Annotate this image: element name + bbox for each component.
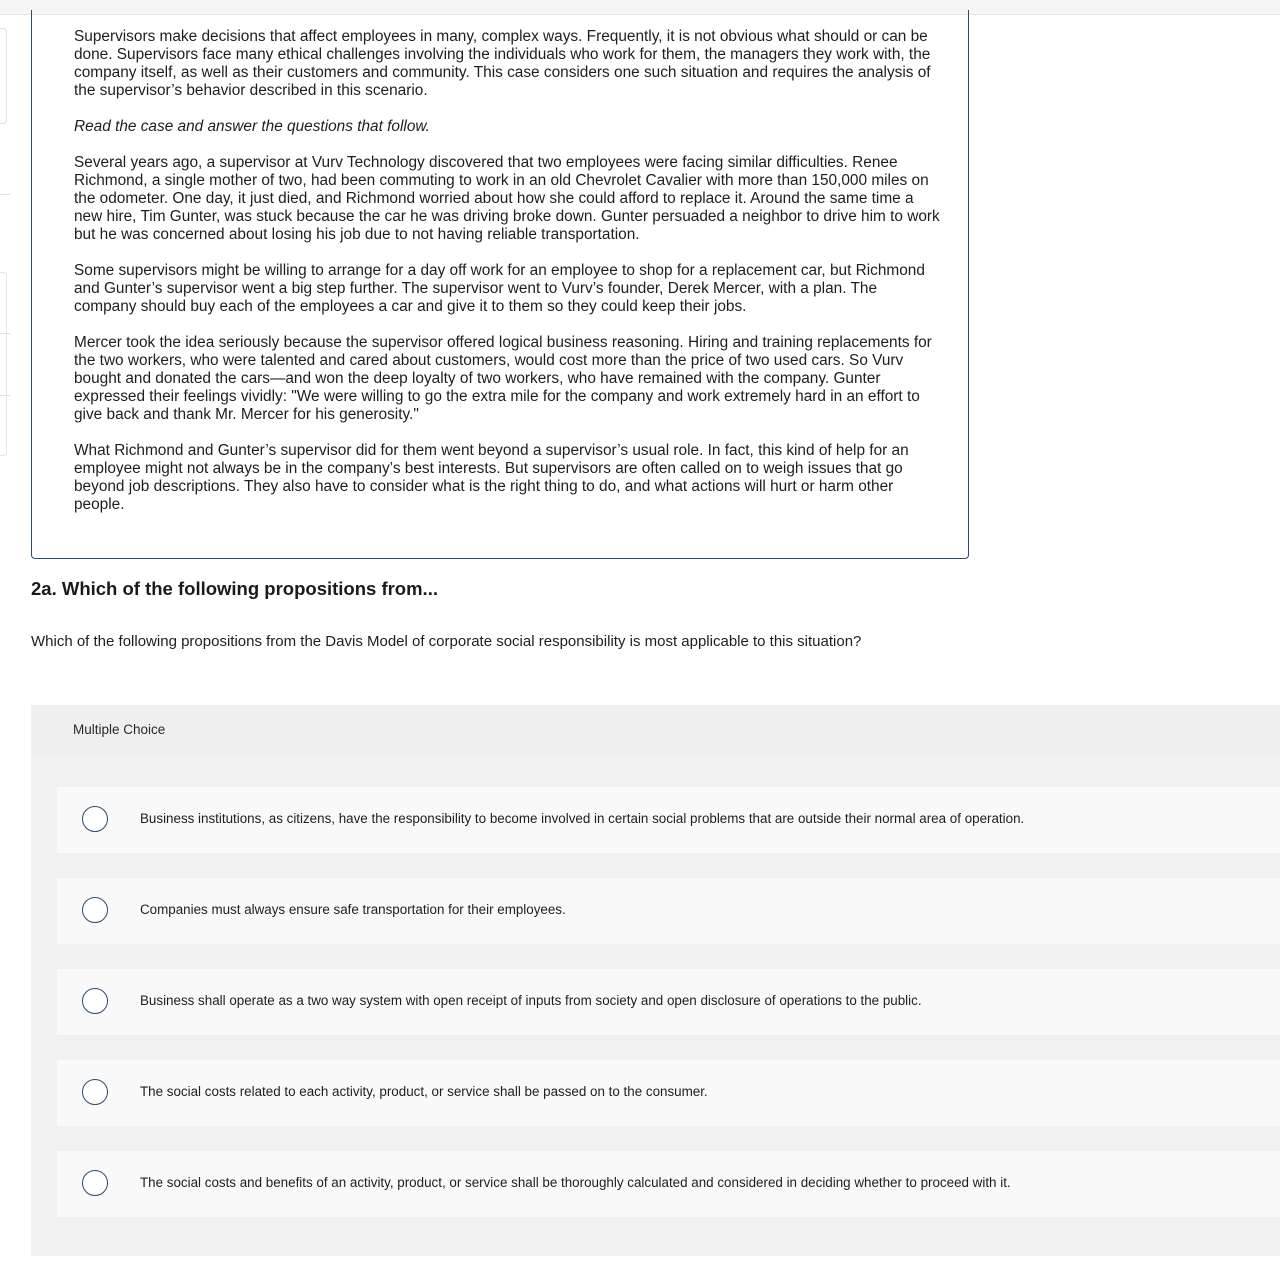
answer-choice-text: The social costs and benefits of an activity, product, or service shall be thoroughly calculated and considered in deciding whether to proceed with it. — [140, 1175, 1011, 1190]
case-paragraph: Some supervisors might be willing to arrange for a day off work for an employee to shop for a replacement car, but Richmond and Gunter’s supervisor went a big step further. The supervisor went to Vurv’s founder, Derek Mercer, with a plan. The company should buy each of the employees a car and give it to them so they could keep their jobs. — [74, 262, 925, 315]
left-divider — [0, 395, 10, 396]
answer-choice-text: Business shall operate as a two way system with open receipt of inputs from society and open disclosure of operations to the public. — [140, 993, 922, 1008]
answer-choice-4[interactable] — [57, 1060, 1280, 1126]
answer-choice-text: Business institutions, as citizens, have the responsibility to become involved in certain social problems that are outside their normal area of operation. — [140, 811, 1025, 826]
radio-button[interactable] — [82, 897, 108, 923]
answer-choice-1[interactable] — [57, 787, 1280, 853]
case-paragraph: Supervisors make decisions that affect employees in many, complex ways. Frequently, it is not obvious what should or can be done. Supervisors face many ethical challenges involving the individuals who work for them, the managers they work with, the company itself, as well as their customers and community. This case considers one such situation and requires the analysis of the supervisor’s behavior described in this scenario. — [74, 28, 931, 99]
case-paragraph: Several years ago, a supervisor at Vurv Technology discovered that two employees were facing similar difficulties. Renee Richmond, a single mother of two, had been commuting to work in an old Chevrolet Cavalier with more than 150,000 miles on the odometer. One day, it just died, and Richmond worried about how she could afford to replace it. Around the same time a new hire, Tim Gunter, was stuck because the car he was driving broke down. Gunter persuaded a neighbor to drive him to work but he was concerned about losing his job due to not having reliable transportation. — [74, 154, 940, 243]
radio-button[interactable] — [82, 1079, 108, 1105]
answer-choice-2[interactable] — [57, 878, 1280, 944]
answer-choice-3[interactable] — [57, 969, 1280, 1035]
question-title: 2a. Which of the following propositions from... — [31, 578, 438, 599]
case-study-box — [31, 10, 969, 559]
case-study-text — [74, 28, 942, 532]
left-side-panel-edge — [0, 272, 7, 456]
answer-choice-text: The social costs related to each activity, product, or service shall be passed on to the consumer. — [140, 1084, 708, 1099]
multiple-choice-panel — [31, 705, 1280, 1256]
radio-button[interactable] — [82, 988, 108, 1014]
answer-choice-5[interactable] — [57, 1151, 1280, 1217]
radio-button[interactable] — [82, 806, 108, 832]
left-side-panel-edge — [0, 28, 7, 124]
left-divider — [0, 333, 10, 334]
question-prompt: Which of the following propositions from the Davis Model of corporate social responsibility is most applicable to this situation? — [31, 633, 862, 650]
radio-button[interactable] — [82, 1170, 108, 1196]
left-divider — [0, 194, 10, 195]
case-paragraph: What Richmond and Gunter’s supervisor did for them went beyond a supervisor’s usual role. In fact, this kind of help for an employee might not always be in the company’s best interests. But supervisors are often called on to weigh issues that go beyond job descriptions. They also have to consider what is the right thing to do, and what actions will hurt or harm other people. — [74, 442, 909, 513]
multiple-choice-header — [31, 705, 1280, 755]
answer-choice-text: Companies must always ensure safe transportation for their employees. — [140, 902, 566, 917]
case-instruction: Read the case and answer the questions that follow. — [74, 118, 430, 135]
case-paragraph: Mercer took the idea seriously because the supervisor offered logical business reasoning. Hiring and training replacements for the two workers, who were talented and cared about customers, would cost more than the price of two used cars. So Vurv bought and donated the cars—and won the deep loyalty of two workers, who have remained with the company. Gunter expressed their feelings vividly: "We were willing to go the extra mile for the company and work extremely hard in an effort to give back and thank Mr. Mercer for his generosity." — [74, 334, 932, 423]
question-type-label: Multiple Choice — [73, 722, 166, 737]
